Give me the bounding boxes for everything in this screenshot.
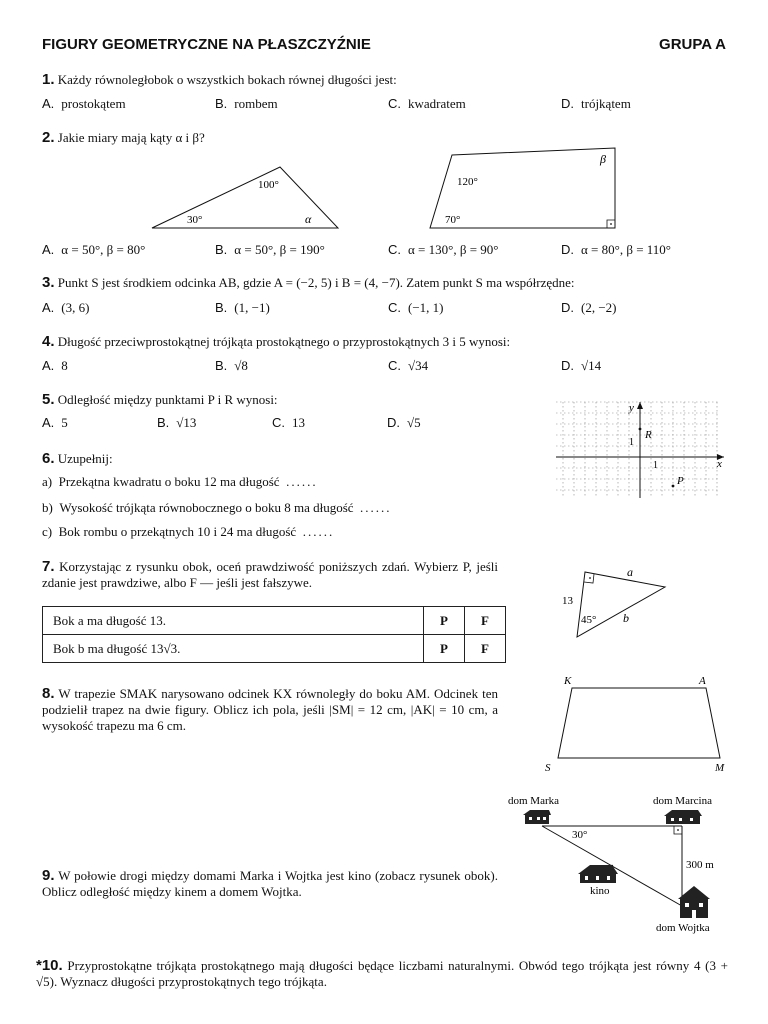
q5-option-c[interactable]: C. 13 xyxy=(272,415,305,430)
house-marcina-icon xyxy=(664,810,702,824)
question-1 xyxy=(42,71,397,88)
point-r xyxy=(639,428,642,431)
q3-option-b[interactable]: B. (1, −1) xyxy=(215,300,270,315)
statement-cell: Bok b ma długość 13√3. xyxy=(43,635,424,663)
table-row xyxy=(43,607,506,635)
q2-option-c[interactable]: C. α = 130°, β = 90° xyxy=(388,242,499,257)
side-label: b xyxy=(623,611,629,625)
q7-true-false-table xyxy=(42,606,506,663)
axis-label: x xyxy=(717,458,722,470)
angle-label: α xyxy=(305,212,312,226)
question-number: 6. xyxy=(42,450,55,467)
question-number: 7. xyxy=(42,558,55,575)
q6-item-c: c) Bok rombu o przekątnych 10 i 24 ma długość ...... xyxy=(42,524,335,539)
question-7 xyxy=(42,559,498,591)
angle-label: 30° xyxy=(187,214,203,226)
place-label: kino xyxy=(590,885,610,897)
answer-blank[interactable]: ...... xyxy=(302,524,335,539)
question-text: W trapezie SMAK narysowano odcinek KX równoległy do boku AM. Odcinek ten podzielił trapez na dwie figury. Oblicz ich pola, jeśli |SM| = 12 cm, |AK| = 10 cm, a wysokość trapezu ma 6 cm. xyxy=(42,686,499,733)
question-text: Jakie miary mają kąty α i β? xyxy=(57,130,205,145)
question-text: Przyprostokątne trójkąta prostokątnego mają długości będące liczbami naturalnymi. Obwód tego trójkąta jest równy 4 (3 + √5). Wyznacz długości przyprostokątnych tego trójkąta. xyxy=(36,958,728,989)
question-6 xyxy=(42,450,113,467)
place-label: dom Marcina xyxy=(653,795,712,807)
q6-item-a: a) Przekątna kwadratu o boku 12 ma długość ...... xyxy=(42,474,318,489)
question-5 xyxy=(42,391,278,408)
q4-option-c[interactable]: C. √34 xyxy=(388,358,429,373)
question-text: Odległość między punktami P i R wynosi: xyxy=(57,392,278,407)
question-number: 2. xyxy=(42,129,55,146)
q4-option-d[interactable]: D. √14 xyxy=(561,358,602,373)
question-3 xyxy=(42,274,575,291)
question-text: Długość przeciwprostokątnej trójkąta prostokątnego o przyprostokątnych 3 i 5 wynosi: xyxy=(57,334,511,349)
point-label: P xyxy=(677,475,684,487)
page-title: FIGURY GEOMETRYCZNE NA PŁASZCZYŹNIE xyxy=(42,36,371,53)
distance-label: 300 m xyxy=(686,859,714,871)
question-text: Uzupełnij: xyxy=(57,451,113,466)
question-number: 8. xyxy=(42,685,55,702)
question-2 xyxy=(42,129,205,146)
question-text: Korzystając z rysunku obok, oceń prawdziwość poniższych zdań. Wybierz P, jeśli zdanie jest prawdziwe, albo F — jeśli jest fałszywe. xyxy=(42,559,499,590)
q3-option-d[interactable]: D. (2, −2) xyxy=(561,300,617,315)
axis-label: y xyxy=(629,402,634,414)
q5-coordinate-grid xyxy=(556,400,728,500)
q1-option-a[interactable]: A. prostokątem xyxy=(42,96,126,111)
q2-option-d[interactable]: D. α = 80°, β = 110° xyxy=(561,242,672,257)
question-8 xyxy=(42,686,498,734)
question-text: Punkt S jest środkiem odcinka AB, gdzie A = (−2, 5) i B = (4, −7). Zatem punkt S ma współrzędne: xyxy=(57,275,575,290)
q3-option-c[interactable]: C. (−1, 1) xyxy=(388,300,444,315)
q5-option-d[interactable]: D. √5 xyxy=(387,415,421,430)
statement-cell: Bok a ma długość 13. xyxy=(43,607,424,635)
side-label: a xyxy=(627,565,633,579)
q2-triangle-figure xyxy=(145,160,345,232)
question-text: Każdy równoległobok o wszystkich bokach równej długości jest: xyxy=(57,72,397,87)
question-text: W połowie drogi między domami Marka i Wojtka jest kino (zobacz rysunek obok). Oblicz odległość między kinem a domem Wojtka. xyxy=(42,868,498,899)
kino-icon xyxy=(578,865,618,883)
q8-trapezoid-figure xyxy=(540,672,730,776)
q5-option-b[interactable]: B. √13 xyxy=(157,415,197,430)
tick-label: 1 xyxy=(629,437,634,448)
angle-label: 100° xyxy=(258,179,279,191)
point-p xyxy=(672,485,675,488)
q4-option-b[interactable]: B. √8 xyxy=(215,358,248,373)
angle-label: 30° xyxy=(572,829,588,841)
question-number: 1. xyxy=(42,71,55,88)
angle-label: β xyxy=(600,152,606,166)
vertex-label: K xyxy=(564,675,572,687)
question-number: 3. xyxy=(42,274,55,291)
question-10 xyxy=(36,958,728,990)
p-choice[interactable]: P xyxy=(424,607,465,635)
question-number: 4. xyxy=(42,333,55,350)
place-label: dom Wojtka xyxy=(656,922,710,934)
q9-map-figure xyxy=(500,790,732,940)
q1-option-c[interactable]: C. kwadratem xyxy=(388,96,466,111)
q4-option-a[interactable]: A. 8 xyxy=(42,358,68,373)
angle-label: 120° xyxy=(457,176,478,188)
q2-option-b[interactable]: B. α = 50°, β = 190° xyxy=(215,242,325,257)
q2-quadrilateral-figure xyxy=(425,143,625,233)
question-4 xyxy=(42,333,510,350)
side-label: 13 xyxy=(562,595,573,607)
p-choice[interactable]: P xyxy=(424,635,465,663)
question-9 xyxy=(42,868,498,900)
house-marka-icon xyxy=(523,810,551,824)
q5-option-a[interactable]: A. 5 xyxy=(42,415,68,430)
vertex-label: A xyxy=(699,675,706,687)
question-number: 5. xyxy=(42,391,55,408)
q1-option-d[interactable]: D. trójkątem xyxy=(561,96,631,111)
q2-option-a[interactable]: A. α = 50°, β = 80° xyxy=(42,242,146,257)
angle-label: 70° xyxy=(445,214,461,226)
q6-item-b: b) Wysokość trójkąta równobocznego o boku 8 ma długość ...... xyxy=(42,500,392,515)
table-row xyxy=(43,635,506,663)
f-choice[interactable]: F xyxy=(465,607,506,635)
tick-label: 1 xyxy=(653,460,658,471)
answer-blank[interactable]: ...... xyxy=(360,500,392,515)
q1-option-b[interactable]: B. rombem xyxy=(215,96,278,111)
q7-triangle-figure xyxy=(555,562,675,642)
vertex-label: M xyxy=(715,762,725,774)
angle-label: 45° xyxy=(581,614,597,626)
answer-blank[interactable]: ...... xyxy=(286,474,318,489)
place-label: dom Marka xyxy=(508,795,560,807)
point-label: R xyxy=(645,429,652,441)
group-label: GRUPA A xyxy=(659,36,726,53)
vertex-label: S xyxy=(545,762,551,774)
q3-option-a[interactable]: A. (3, 6) xyxy=(42,300,90,315)
question-number: 9. xyxy=(42,867,55,884)
f-choice[interactable]: F xyxy=(465,635,506,663)
house-wojtka-icon xyxy=(678,886,710,918)
question-number: *10. xyxy=(36,957,63,974)
